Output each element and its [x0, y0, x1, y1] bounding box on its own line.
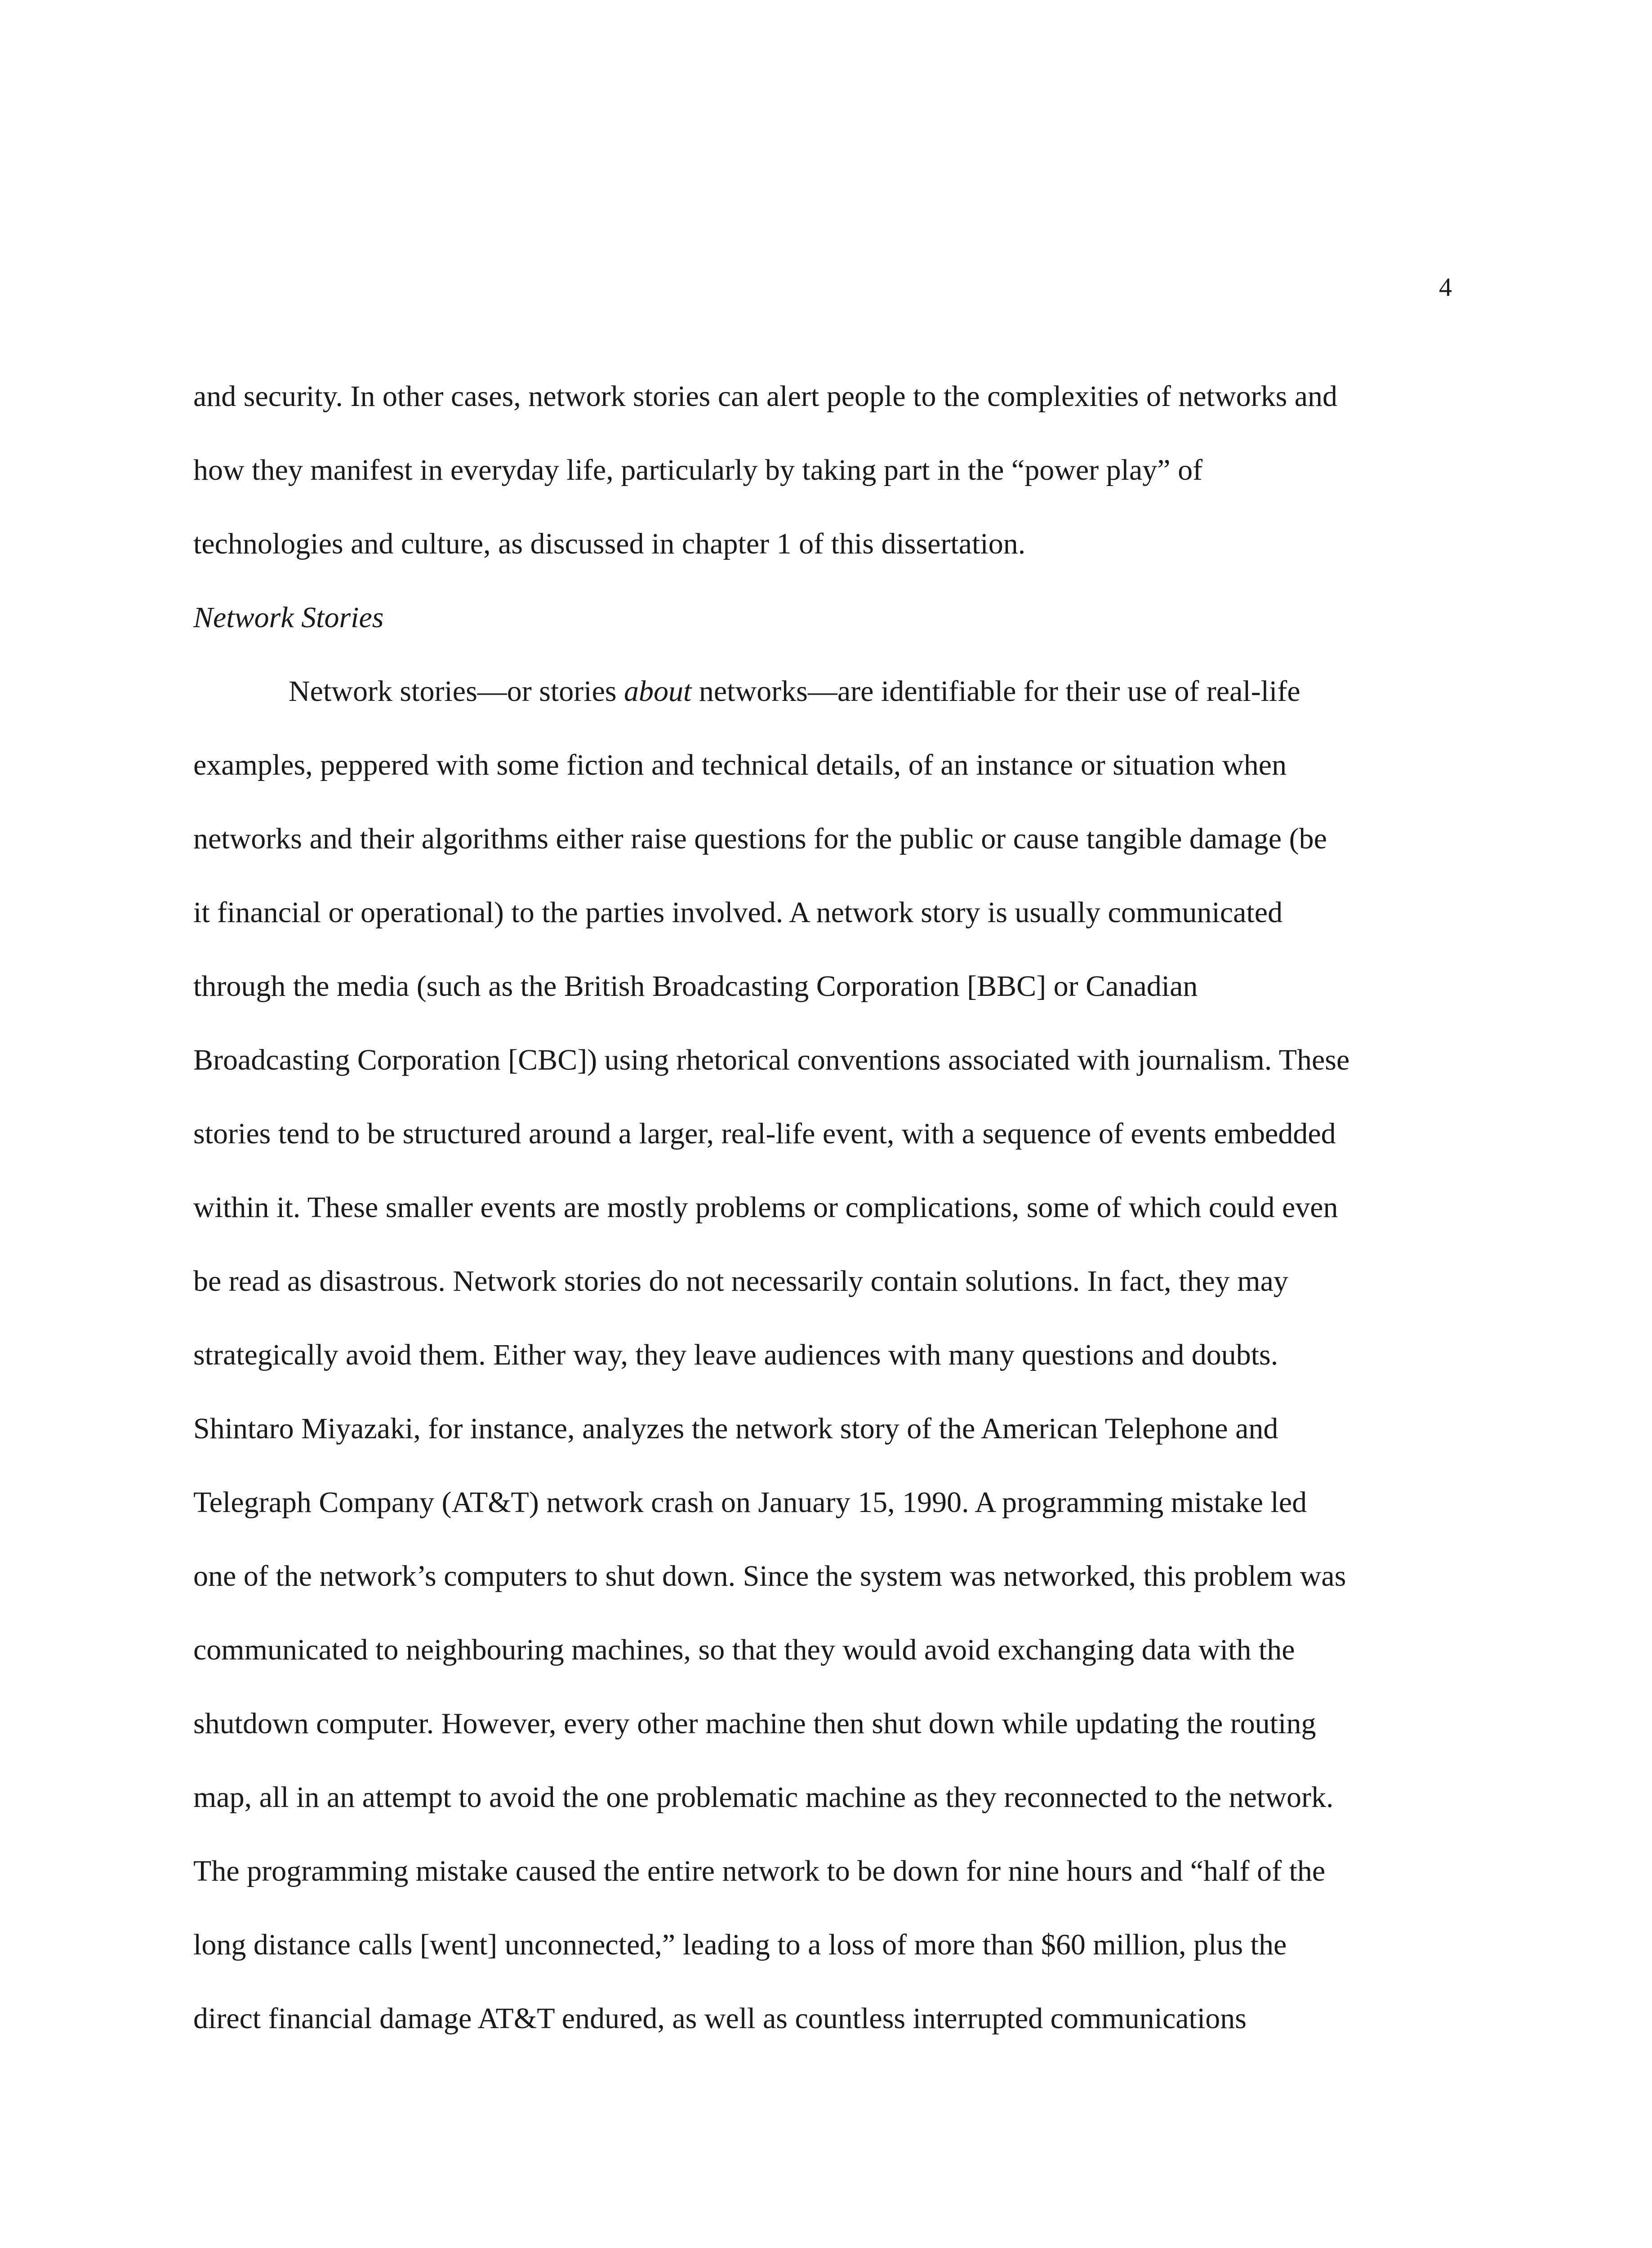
paragraph-line: one of the network’s computers to shut down. Since the system was networked, this problem was — [193, 1560, 1346, 1592]
paragraph-line: strategically avoid them. Either way, they leave audiences with many questions and doubts. — [193, 1338, 1278, 1371]
emphasized-word: about — [624, 675, 692, 708]
paragraph-line: networks and their algorithms either raise questions for the public or cause tangible damage (be — [193, 822, 1327, 855]
page-body — [193, 360, 1459, 2056]
section-heading: Network Stories — [193, 601, 384, 634]
intro-line: technologies and culture, as discussed in chapter 1 of this dissertation. — [193, 527, 1026, 560]
paragraph-line: stories tend to be structured around a larger, real-life event, with a sequence of events embedded — [193, 1117, 1336, 1150]
paragraph-line: Telegraph Company (AT&T) network crash on January 15, 1990. A programming mistake led — [193, 1486, 1307, 1519]
paragraph-line: long distance calls [went] unconnected,” leading to a loss of more than $60 million, plus the — [193, 1928, 1287, 1961]
paragraph-line: through the media (such as the British Broadcasting Corporation [BBC] or Canadian — [193, 970, 1198, 1003]
intro-line: how they manifest in everyday life, particularly by taking part in the “power play” of — [193, 454, 1203, 486]
first-line-text-end: networks—are identifiable for their use of real-life — [691, 675, 1300, 708]
paragraph-line: communicated to neighbouring machines, so that they would avoid exchanging data with the — [193, 1633, 1295, 1666]
paragraph-line: direct financial damage AT&T endured, as well as countless interrupted communications — [193, 2002, 1247, 2035]
paragraph-line: The programming mistake caused the entire network to be down for nine hours and “half of the — [193, 1855, 1326, 1887]
paragraph-first-line — [193, 655, 1459, 728]
first-line-text-start: Network stories—or stories — [289, 675, 624, 708]
paragraph-line: map, all in an attempt to avoid the one problematic machine as they reconnected to the network. — [193, 1781, 1334, 1814]
page-number: 4 — [1439, 272, 1452, 302]
paragraph-line: within it. These smaller events are mostly problems or complications, some of which could even — [193, 1191, 1338, 1224]
paragraph-line: shutdown computer. However, every other machine then shut down while updating the routing — [193, 1707, 1316, 1740]
paragraph-line: examples, peppered with some fiction and technical details, of an instance or situation when — [193, 749, 1287, 781]
paragraph-line: Shintaro Miyazaki, for instance, analyzes the network story of the American Telephone and — [193, 1412, 1278, 1445]
paragraph-line: Broadcasting Corporation [CBC]) using rhetorical conventions associated with journalism. These — [193, 1044, 1350, 1076]
intro-line: and security. In other cases, network stories can alert people to the complexities of networks and — [193, 380, 1338, 413]
paragraph-line: be read as disastrous. Network stories do not necessarily contain solutions. In fact, they may — [193, 1265, 1288, 1298]
paragraph-line: it financial or operational) to the parties involved. A network story is usually communicated — [193, 896, 1283, 929]
